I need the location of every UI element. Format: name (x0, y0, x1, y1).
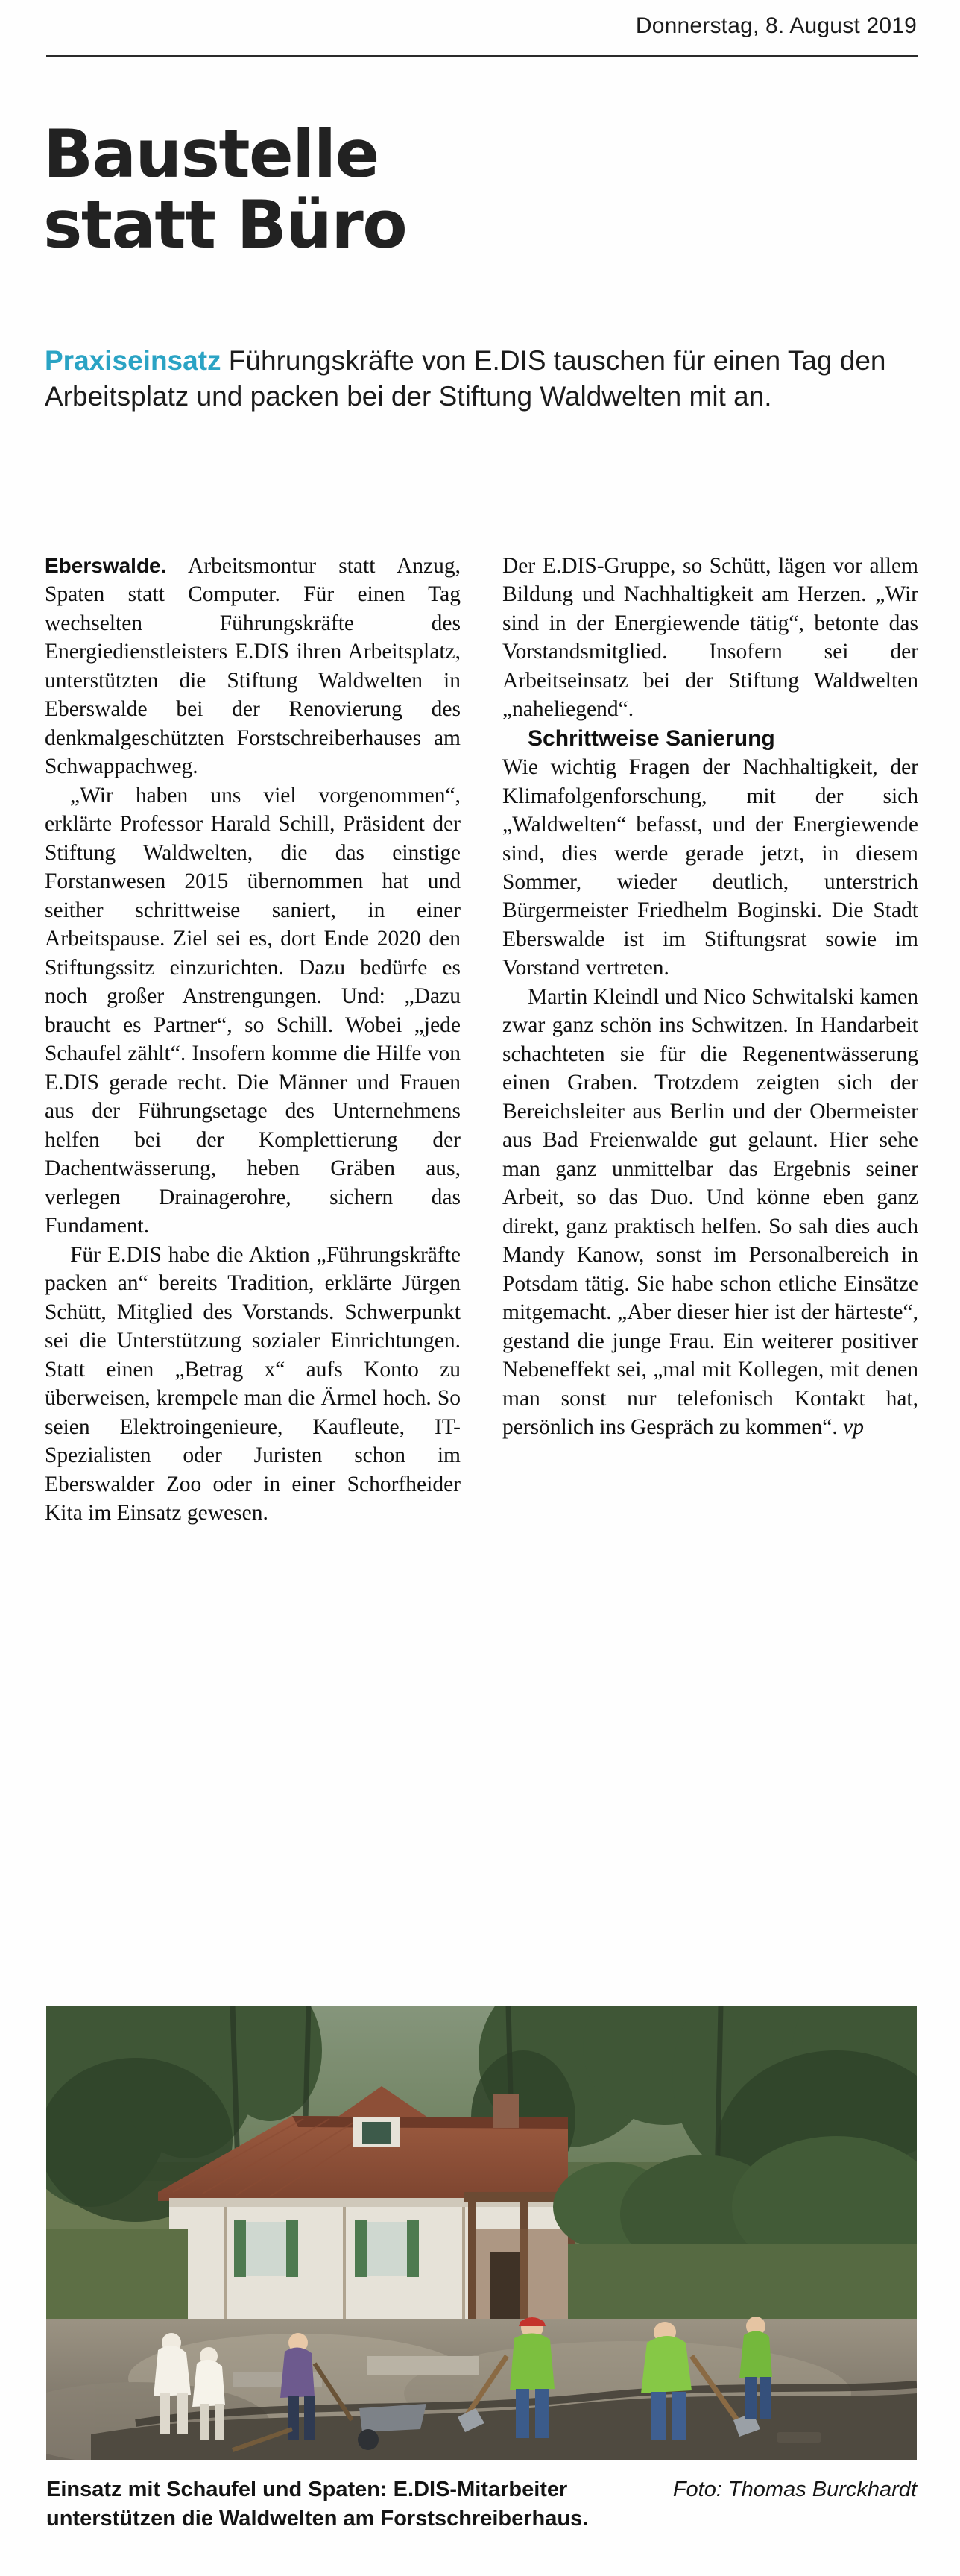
deck-kicker: Praxiseinsatz (45, 345, 221, 376)
headline-line-2: statt Büro (43, 186, 407, 263)
paragraph-text: Arbeitsmontur statt Anzug, Spaten statt Computer. Für einen Tag wechselten Führungskräfte des Energiedienstleisters E.DIS ihren Arbeitsplatz, unterstützten die Stiftung Waldwelten in Eberswalde bei der Renovierung des denkmalgeschützten Forstschreiberhauses am Schwappachweg. (45, 554, 461, 779)
photo-credit: Foto: Thomas Burckhardt (672, 2478, 917, 2501)
deck-text: Führungskräfte von E.DIS tauschen für einen Tag den Arbeitsplatz und packen bei der Stiftung Waldwelten mit an. (45, 345, 886, 412)
paragraph: „Wir haben uns viel vorgenommen“, erklärte Professor Harald Schill, Präsident der Stiftung Waldwelten, die das einstige Forstanwesen 2015 übernommen hat und seither schrittweise saniert, in einer Arbeitspause. Ziel sei es, dort Ende 2020 den Stiftungssitz einzurichten. Dazu bedürfe es noch großer Anstrengungen. Und: „Dazu braucht es Partner“, so Schill. Wobei „jede Schaufel zählt“. Insofern komme die Hilfe von E.DIS gerade recht. Die Männer und Frauen aus der Führungsetage des Unternehmens helfen bei der Komplettierung der Dachentwässerung, heben Gräben aus, verlegen Drainagerohre, sichern das Fundament. (45, 783, 461, 1238)
paragraph-text: Martin Kleindl und Nico Schwitalski kamen zwar ganz schön ins Schwitzen. In Handarbeit schachteten sie für die Regenentwässerung einen Graben. Trotzdem zeigten sich der Bereichsleiter aus Berlin und der Obermeister aus Bad Freienwalde gut gelaunt. Hier sehe man ganz unmittelbar das Ergebnis seiner Arbeit, so das Duo. Und könne eben ganz direkt, ganz praktisch helfen. So sah dies auch Mandy Kanow, sonst im Personalbereich in Potsdam tätig. Sie habe schon etliche Einsätze mitgemacht. „Aber dieser hier ist der härteste“, gestand die junge Frau. Ein weiterer positiver Nebeneffekt sei, „mal mit Kollegen, mit denen man sonst nur telefonisch Kontakt hat, persönlich ins Gespräch zu kommen“. (502, 984, 918, 1440)
date-line: Donnerstag, 8. August 2019 (635, 13, 917, 38)
header-divider (46, 55, 918, 57)
paragraph (45, 552, 461, 781)
photo-caption (46, 2475, 917, 2533)
paragraph: Wie wichtig Fragen der Nachhaltigkeit, der Klimafolgenforschung, mit der sich „Waldwelten“ befasst, und der Energiewende sind, dies werde gerade jetzt, in diesem Sommer, wieder deutlich, unterstrich Bürgermeister Friedhelm Boginski. Die Stadt Eberswalde ist im Stiftungsrat sowie im Vorstand vertreten. (502, 755, 918, 980)
article-deck (45, 343, 917, 415)
caption-text: Einsatz mit Schaufel und Spaten: E.DIS-Mitarbeiter unterstützen die Waldwelten am Forstschreiberhaus. (46, 2478, 589, 2531)
body-column-right (502, 552, 918, 1442)
body-column-left (45, 552, 461, 1527)
page-title (43, 115, 863, 263)
construction-photo (46, 2006, 917, 2460)
paragraph (502, 983, 918, 1442)
headline-line-1: Baustelle (43, 115, 379, 192)
author-credit: vp (843, 1415, 864, 1440)
section-subheading: Schrittweise Sanierung (528, 725, 775, 751)
article-body (45, 552, 918, 1972)
paragraph: Für E.DIS habe die Aktion „Führungskräfte packen an“ bereits Tradition, erklärte Jürgen Schütt, Mitglied des Vorstands. Schwerpunkt sei die Unterstützung sozialer Einrichtungen. Statt einen „Betrag x“ aufs Konto zu überweisen, krempele man die Ärmel hoch. So seien Elektroingenieure, Kaufleute, IT-Spezialisten oder Juristen schon im Eberswalder Zoo oder in einer Schorfheider Kita im Einsatz gewesen. (45, 1242, 461, 1525)
paragraph: Der E.DIS-Gruppe, so Schütt, lägen vor allem Bildung und Nachhaltigkeit am Herzen. „Wir sind in der Energiewende tätig“, betonte das Vorstandsmitglied. Insofern sei der Arbeitseinsatz bei der Stiftung Waldwelten „naheliegend“. (502, 554, 918, 722)
dateline-place: Eberswalde. (45, 554, 167, 577)
